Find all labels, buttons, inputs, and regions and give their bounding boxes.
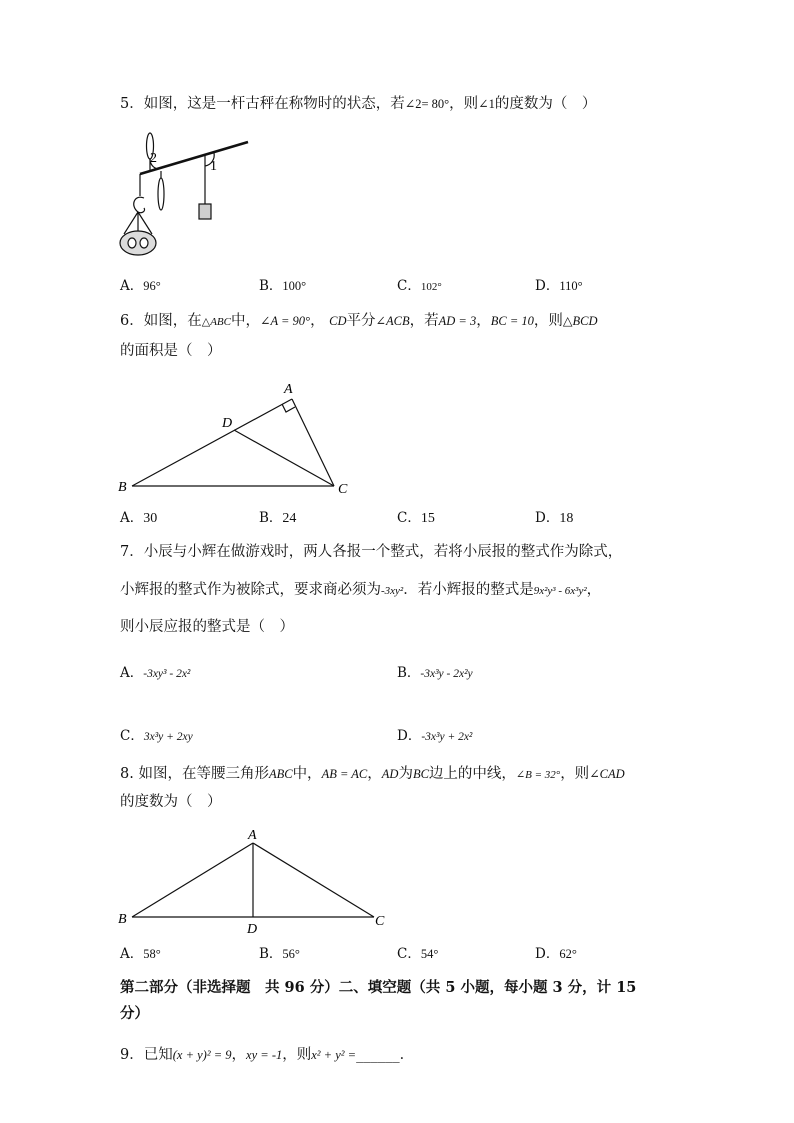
- q6-option-a[interactable]: A．30: [120, 510, 158, 526]
- q7-option-d[interactable]: D．-3x³y + 2x²: [397, 728, 473, 744]
- label-c: C: [338, 482, 348, 497]
- q8-triangle-figure: [112, 822, 402, 940]
- label-b: B: [118, 480, 127, 495]
- section-heading-line2: 分）: [120, 1005, 149, 1022]
- label-b: B: [118, 912, 127, 927]
- q6-stem-line2: 的面积是（ ）: [120, 343, 222, 359]
- q5-option-d[interactable]: D．110°: [535, 278, 583, 294]
- q5-angle1: ∠1: [478, 97, 495, 111]
- q8-option-a[interactable]: A．58°: [120, 946, 161, 962]
- q6-stem-line1: 6．如图，在△ABC中，∠A = 90°， CD平分∠ACB，若AD = 3，BC = 10，则△BCD: [120, 313, 598, 329]
- hook: [134, 197, 145, 212]
- q8-option-b[interactable]: B．56°: [259, 946, 300, 962]
- steelyard-figure: [110, 124, 260, 264]
- q7-option-a[interactable]: A．-3xy³ - 2x²: [120, 665, 191, 681]
- q5-angle2: ∠2: [404, 97, 422, 111]
- label-1: 1: [210, 159, 217, 174]
- label-a: A: [284, 382, 293, 397]
- q8-stem-line2: 的度数为（ ）: [120, 794, 222, 810]
- q5-stem: 5．如图，这是一杆古秤在称物时的状态，若∠2= 80°，则∠1的度数为（ ）: [120, 96, 597, 112]
- q5-option-a[interactable]: A．96°: [120, 278, 161, 294]
- counterweight: [199, 204, 211, 219]
- q8-stem-line1: 8. 如图，在等腰三角形ABC中，AB = AC，AD为BC边上的中线，∠B = 32°，则∠CAD: [120, 766, 625, 782]
- label-a: A: [248, 828, 257, 843]
- basket: [120, 231, 156, 255]
- q6-option-b[interactable]: B．24: [259, 510, 297, 526]
- q7-option-c[interactable]: C．3x³y + 2xy: [120, 728, 193, 744]
- label-c: C: [375, 914, 385, 929]
- q7-stem-line2: 小辉报的整式作为被除式，要求商必须为-3xy²．若小辉报的整式是9x²y³ - 6x³y²，: [120, 582, 602, 598]
- q9-stem: 9．已知(x + y)² = 9，xy = -1，则x² + y² =______．: [120, 1047, 415, 1063]
- q6-option-c[interactable]: C．15: [397, 510, 435, 526]
- q5-option-c[interactable]: C．102°: [397, 278, 442, 294]
- label-2: 2: [150, 151, 157, 166]
- label-d: D: [222, 416, 233, 431]
- q5-option-b[interactable]: B．100°: [259, 278, 307, 294]
- answer-blank[interactable]: ______: [356, 1047, 400, 1063]
- q8-option-c[interactable]: C．54°: [397, 946, 439, 962]
- q7-stem-line1: 7．小辰与小辉在做游戏时，两人各报一个整式，若将小辰报的整式作为除式，: [120, 544, 623, 560]
- q6-triangle-figure: [112, 378, 362, 498]
- label-d: D: [247, 922, 258, 937]
- section-heading-line1: 第二部分（非选择题 共 96 分）二、填空题（共 5 小题，每小题 3 分，计 15: [120, 979, 637, 996]
- q7-option-b[interactable]: B．-3x³y - 2x²y: [397, 665, 473, 681]
- q6-option-d[interactable]: D．18: [535, 510, 574, 526]
- q8-option-d[interactable]: D．62°: [535, 946, 577, 962]
- q7-stem-line3: 则小辰应报的整式是（ ）: [120, 619, 294, 635]
- pivot-loop: [158, 178, 164, 210]
